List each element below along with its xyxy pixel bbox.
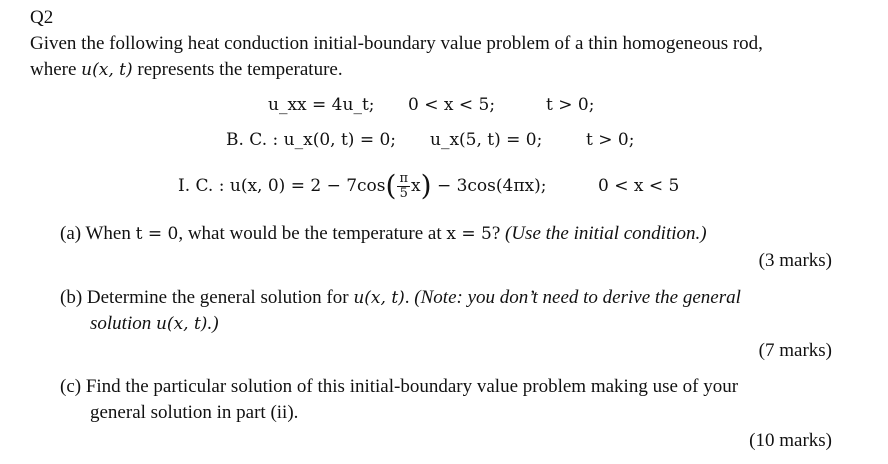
part-c-marks: (10 marks) [749, 430, 832, 451]
ic-rest: − 3cos(4πx); [436, 176, 547, 196]
part-b-text-start: (b) Determine the general solution for [60, 287, 354, 308]
intro-u-function: u(x, t) [81, 60, 133, 80]
ic-fraction-numerator: π [399, 171, 408, 187]
part-b-u-function: u(x, t) [353, 288, 405, 308]
intro-line-2 [30, 60, 343, 79]
part-a-question [60, 224, 707, 243]
part-b-note-u-function: u(x, t) [155, 314, 208, 334]
part-b-text-after: . [404, 287, 415, 308]
part-a-note: (Use the initial condition.) [505, 223, 707, 244]
part-a-text-start: (a) When [60, 223, 136, 244]
part-b-note-text-end: .) [207, 313, 219, 334]
part-a-x-equals: x = 5 [446, 224, 492, 244]
bc-line [226, 132, 396, 149]
bc-left: u_x(0, t) = 0; [283, 130, 397, 150]
ic-fraction-denominator: 5 [399, 186, 408, 201]
part-c-line-2: general solution in part (ii). [90, 402, 299, 423]
part-b-note-line-1: (Note: you don’t need to derive the general [414, 287, 741, 308]
ic-line [178, 169, 547, 202]
ic-label: I. C. : [178, 176, 225, 196]
intro-text-start: where [30, 59, 82, 80]
part-b-note-text-start: solution [90, 313, 156, 334]
ic-fraction [397, 172, 410, 200]
part-a-question-mark: ? [491, 223, 505, 244]
bc-right: u_x(5, t) = 0; [430, 130, 543, 150]
intro-line-1: Given the following heat conduction initial-boundary value problem of a thin homogeneous rod, [30, 33, 763, 54]
part-b-note-line-2 [90, 314, 219, 333]
pde-time: t > 0; [546, 95, 595, 115]
ic-open-paren: ( [385, 169, 397, 202]
pde-domain: 0 < x < 5; [408, 95, 496, 115]
bc-label: B. C. : [226, 130, 279, 150]
question-label: Q2 [30, 7, 54, 28]
part-a-t-equals: t = 0 [135, 224, 179, 244]
bc-time: t > 0; [586, 130, 635, 150]
part-c-line-1: (c) Find the particular solution of this initial-boundary value problem making use of your [60, 376, 739, 397]
part-a-text-mid: , what would be the temperature at [178, 223, 447, 244]
part-a-marks: (3 marks) [758, 250, 832, 271]
part-b-question [60, 288, 741, 307]
ic-domain: 0 < x < 5 [598, 176, 680, 196]
pde-equation: u_xx = 4u_t; [268, 95, 375, 115]
part-b-marks: (7 marks) [758, 340, 832, 361]
ic-x: x [411, 176, 421, 196]
ic-close-paren: ) [420, 169, 432, 202]
ic-lhs: u(x, 0) = 2 − 7cos [229, 176, 386, 196]
intro-text-end: represents the temperature. [132, 59, 343, 80]
